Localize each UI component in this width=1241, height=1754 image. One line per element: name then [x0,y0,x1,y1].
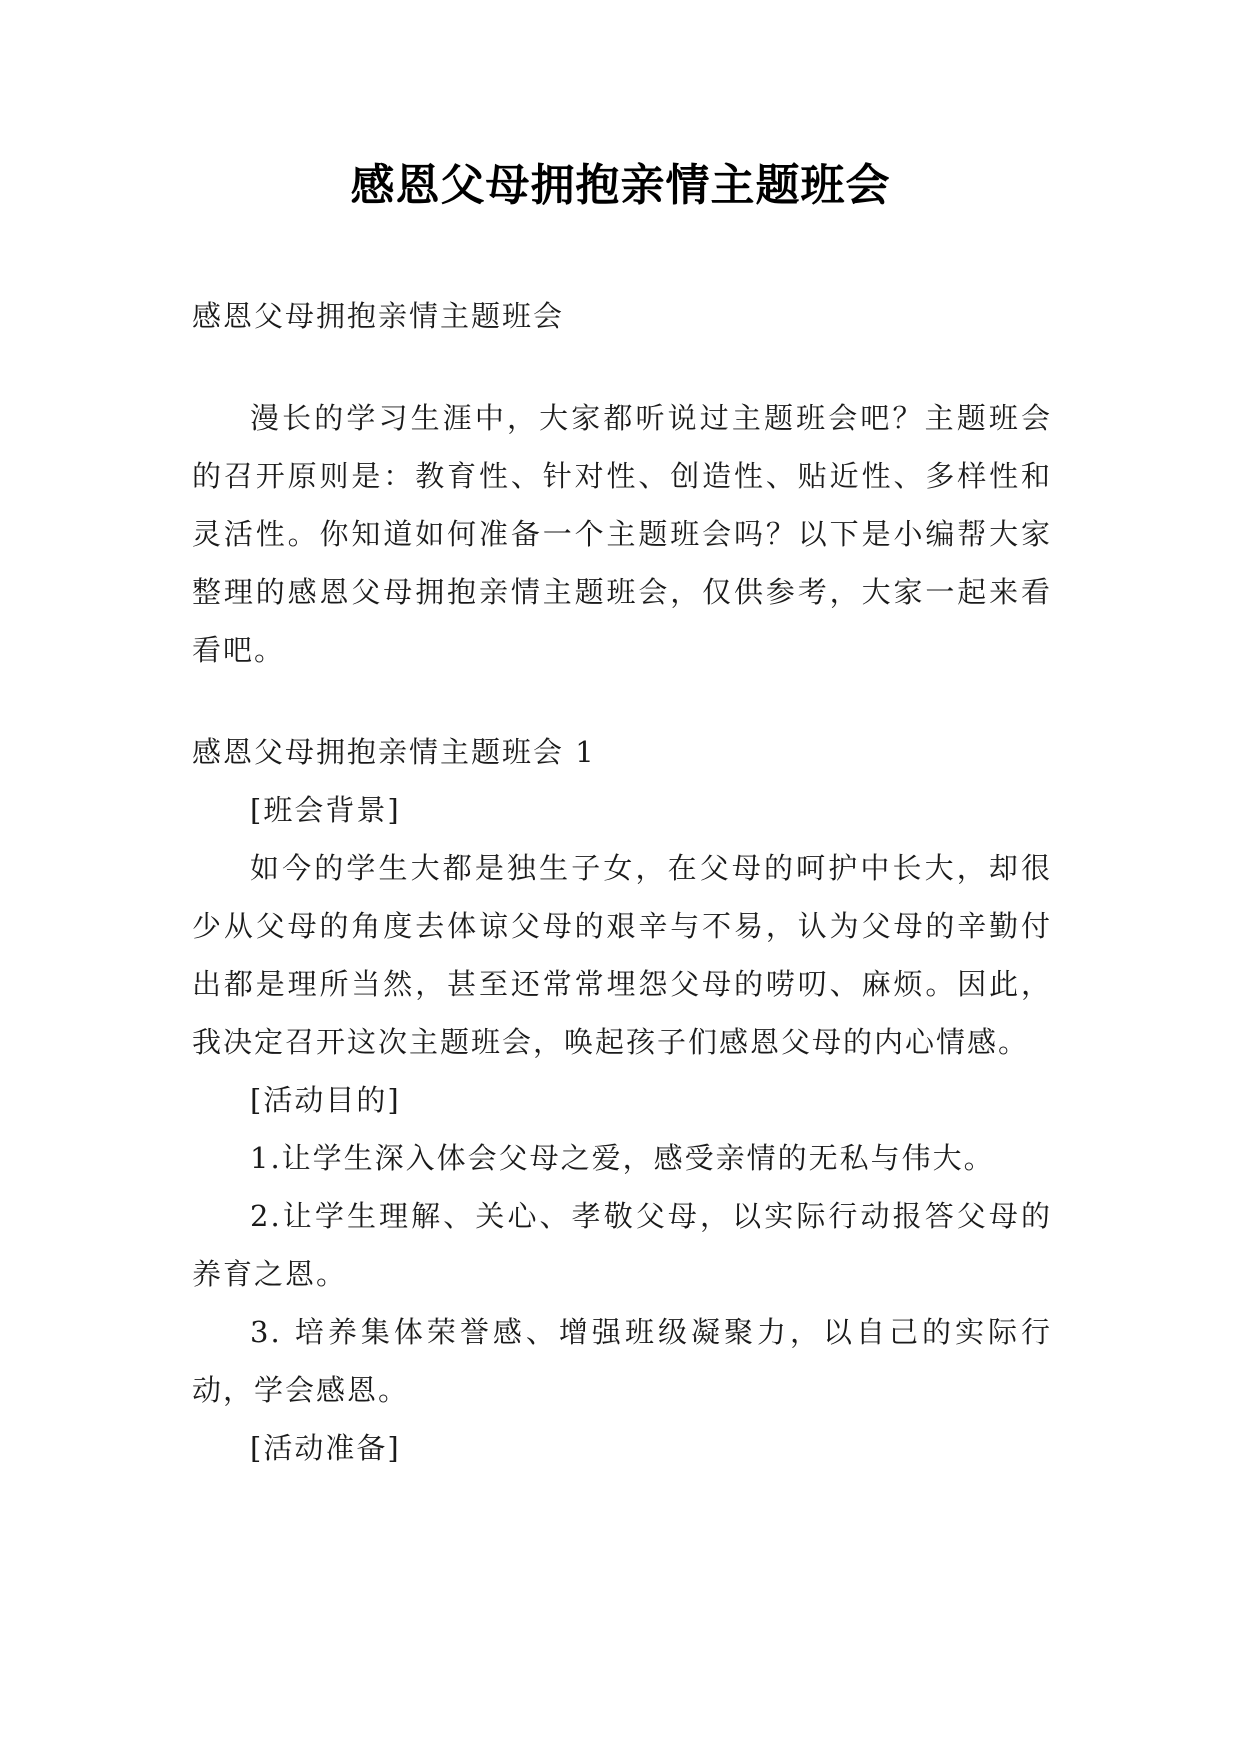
background-label: [班会背景] [250,793,401,827]
purpose-label: [活动目的] [250,1083,401,1117]
document-title: 感恩父母拥抱亲情主题班会 [350,160,891,211]
purpose-item-3: 3. 培养集体荣誉感、增强班级凝聚力，以自己的实际行动，学会感恩。 [192,1315,1052,1407]
section-heading: 感恩父母拥抱亲情主题班会 1 [192,735,596,769]
document-body [192,287,1052,1477]
intro-paragraph: 漫长的学习生涯中，大家都听说过主题班会吧？主题班会的召开原则是：教育性、针对性、创造性、贴近性、多样性和灵活性。你知道如何准备一个主题班会吗？以下是小编帮大家整理的感恩父母拥抱亲情主题班会，仅供参考，大家一起来看看吧。 [192,401,1052,667]
document-subtitle: 感恩父母拥抱亲情主题班会 [192,299,565,333]
purpose-item-2: 2.让学生理解、关心、孝敬父母，以实际行动报答父母的养育之恩。 [192,1199,1052,1291]
preparation-label: [活动准备] [250,1431,401,1465]
background-paragraph: 如今的学生大都是独生子女，在父母的呵护中长大，却很少从父母的角度去体谅父母的艰辛与不易，认为父母的辛勤付出都是理所当然，甚至还常常埋怨父母的唠叨、麻烦。因此，我决定召开这次主题班会，唤起孩子们感恩父母的内心情感。 [192,851,1052,1059]
purpose-item-1: 1.让学生深入体会父母之爱，感受亲情的无私与伟大。 [250,1141,995,1175]
